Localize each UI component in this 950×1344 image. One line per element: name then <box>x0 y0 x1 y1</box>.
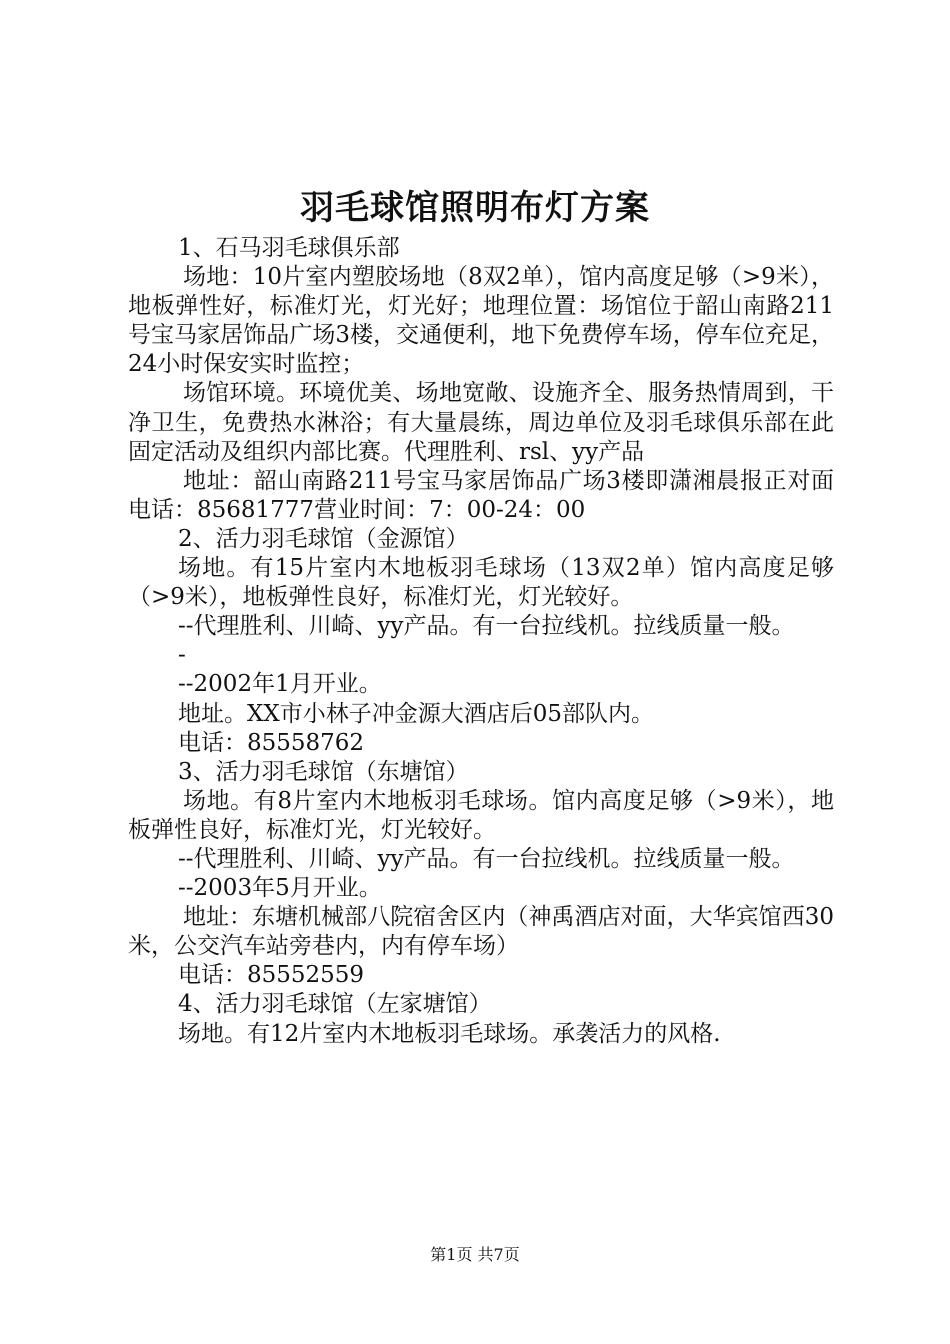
paragraph-venue-2: 场地。有15片室内木地板羽毛球场（13双2单）馆内高度足够（>9米），地板弹性良好，标准灯光，灯光较好。 <box>128 555 834 611</box>
paragraph-dash: - <box>178 642 186 669</box>
paragraph-phone-3: 电话：85552559 <box>178 962 365 989</box>
paragraph-venue-1: 场地：10片室内塑胶场地（8双2单），馆内高度足够（>9米），地板弹性好，标准灯光，灯光好；地理位置：场馆位于韶山南路211号宝马家居饰品广场3楼，交通便利，地下免费停车场，停车位充足，24小时保安实时监控； <box>128 264 834 378</box>
paragraph-environment-1: 场馆环境。环境优美、场地宽敞、设施齐全、服务热情周到，干净卫生，免费热水淋浴；有大量晨练，周边单位及羽毛球俱乐部在此固定活动及组织内部比赛。代理胜利、rsl、yy产品 <box>128 380 834 465</box>
paragraph-venue-4: 场地。有12片室内木地板羽毛球场。承袭活力的风格. <box>178 1020 721 1047</box>
document-body <box>128 234 834 1049</box>
section-heading-3: 3、活力羽毛球馆（东塘馆） <box>178 758 469 785</box>
page-number: 第1页 共7页 <box>430 1245 520 1264</box>
paragraph-address-2: 地址。XX市小林子冲金源大酒店后05部队内。 <box>178 700 655 727</box>
document-title: 羽毛球馆照明布灯方案 <box>300 188 650 228</box>
paragraph-products-3: --代理胜利、川崎、yy产品。有一台拉线机。拉线质量一般。 <box>178 845 795 872</box>
paragraph-venue-3: 场地。有8片室内木地板羽毛球场。馆内高度足够（>9米），地板弹性良好，标准灯光，灯光较好。 <box>128 787 834 843</box>
paragraph-products-2: --代理胜利、川崎、yy产品。有一台拉线机。拉线质量一般。 <box>178 613 795 640</box>
paragraph-phone-2: 电话：85558762 <box>178 729 365 756</box>
section-heading-2: 2、活力羽毛球馆（金源馆） <box>178 525 469 552</box>
paragraph-address-3: 地址：东塘机械部八院宿舍区内（神禹酒店对面，大华宾馆西30米，公交汽车站旁巷内，内有停车场） <box>128 904 834 960</box>
paragraph-address-1: 地址：韶山南路211号宝马家居饰品广场3楼即潇湘晨报正对面电话：85681777营业时间：7：00-24：00 <box>128 467 834 523</box>
paragraph-opening-2: --2002年1月开业。 <box>178 671 382 698</box>
section-heading-4: 4、活力羽毛球馆（左家塘馆） <box>178 991 492 1018</box>
paragraph-opening-3: --2003年5月开业。 <box>178 875 382 902</box>
section-heading-1: 1、石马羽毛球俱乐部 <box>178 235 400 261</box>
